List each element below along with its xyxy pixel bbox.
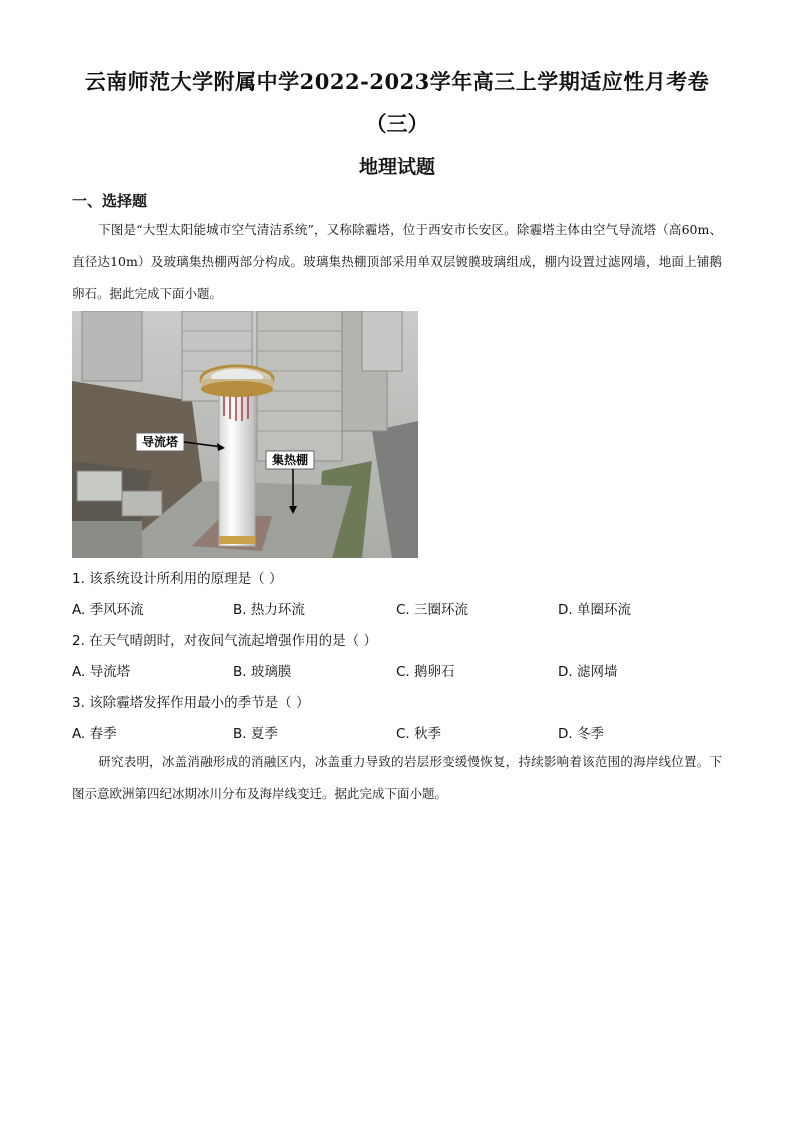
section-heading: 一、选择题	[72, 192, 148, 210]
q2-option-c: C. 鹅卵石	[396, 664, 455, 680]
q1-option-b: B. 热力环流	[233, 602, 305, 618]
question-3: 3. 该除霾塔发挥作用最小的季节是（ ）	[72, 695, 310, 711]
passage-1	[72, 214, 722, 310]
subject-title: 地理试题	[358, 156, 435, 178]
q2-option-a: A. 导流塔	[72, 664, 131, 680]
tower-photo	[72, 311, 418, 558]
passage-2-text: 研究表明，冰盖消融形成的消融区内，冰盖重力导致的岩层形变缓慢恢复，持续影响着该范围的海岸线位置。下图示意欧洲第四纪冰期冰川分布及海岸线变迁。据此完成下面小题。	[72, 754, 722, 801]
q3-option-c: C. 秋季	[396, 726, 442, 742]
label-tower: 导流塔	[141, 435, 179, 449]
question-1: 1. 该系统设计所利用的原理是（ ）	[72, 571, 283, 587]
exam-title: 云南师范大学附属中学2022-2023学年高三上学期适应性月考卷	[84, 69, 710, 94]
question-2: 2. 在天气晴朗时，对夜间气流起增强作用的是（ ）	[72, 633, 377, 649]
q3-option-b: B. 夏季	[233, 726, 278, 742]
q2-option-d: D. 滤网墙	[558, 664, 618, 680]
exam-title-number: （三）	[365, 111, 429, 136]
q1-option-a: A. 季风环流	[72, 602, 144, 618]
q2-option-b: B. 玻璃膜	[233, 664, 292, 680]
q1-option-d: D. 单圈环流	[558, 602, 631, 618]
q3-option-a: A. 春季	[72, 726, 117, 742]
q1-option-c: C. 三圈环流	[396, 602, 469, 618]
q3-option-d: D. 冬季	[558, 726, 604, 742]
label-greenhouse: 集热棚	[271, 453, 309, 467]
passage-1-text: 下图是“大型太阳能城市空气清洁系统”，又称除霾塔，位于西安市长安区。除霾塔主体由空气导流塔（高60m、直径达10m）及玻璃集热棚两部分构成。玻璃集热棚顶部采用单双层镀膜玻璃组成，棚内设置过滤网墙，地面上铺鹅卵石。据此完成下面小题。	[72, 222, 722, 301]
passage-2	[72, 746, 722, 810]
